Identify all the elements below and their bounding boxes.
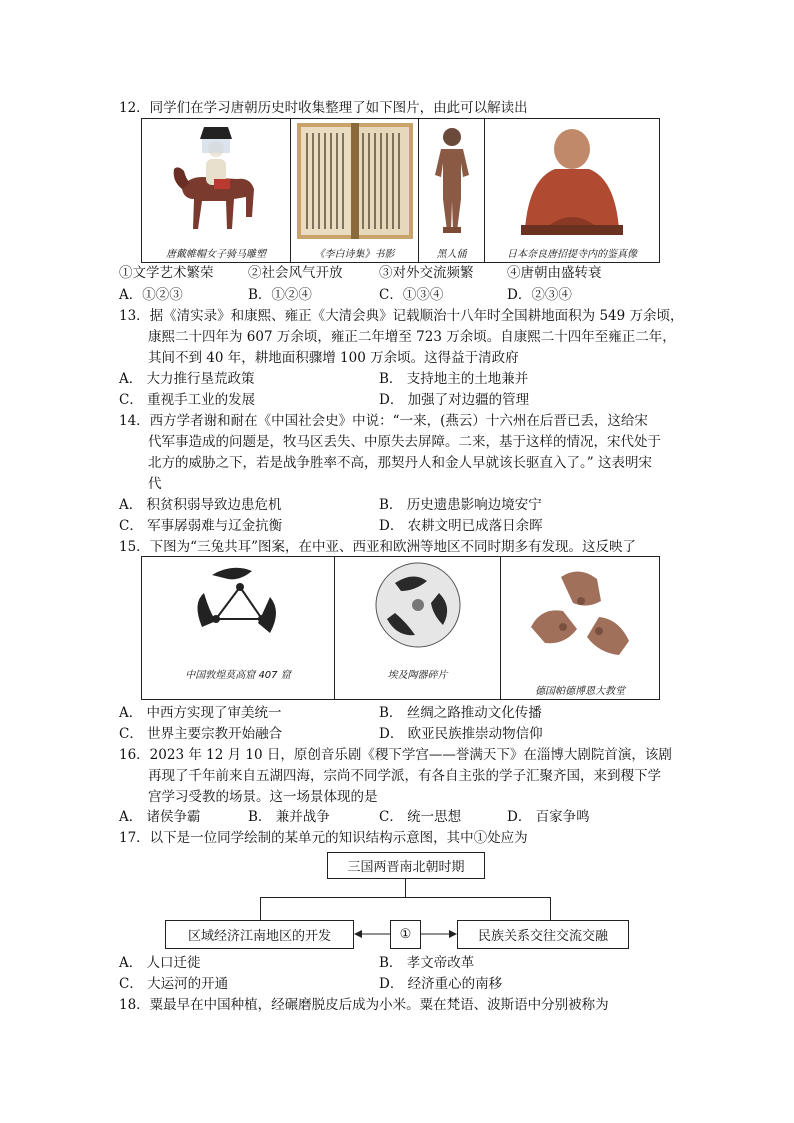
q13-option-c[interactable]: C． 重视手工业的发展 — [119, 392, 256, 408]
q12-caption-1: 唐戴帷帽女子骑马雕塑 — [166, 249, 266, 260]
three-hares-egypt-image — [335, 557, 501, 677]
q15-option-d[interactable]: D． 欧亚民族推崇动物信仰 — [379, 726, 543, 742]
q14-option-a[interactable]: A． 积贫积弱导致边患危机 — [119, 497, 282, 513]
q12-statement-3: ③对外交流频繁 — [379, 265, 474, 281]
q13-line-1: 13．据《清实录》和康熙、雍正《大清会典》记载顺治十八年时全国耕地面积为 549 万余顷， — [119, 308, 684, 324]
q12-caption-3: 黑人俑 — [436, 249, 467, 260]
q12-option-a[interactable]: A．①②③ — [119, 287, 183, 303]
q13-line-3: 其间不到 40 年，耕地面积骤增 100 万余顷。这得益于清政府 — [148, 350, 519, 366]
diagram-connector-left — [260, 897, 261, 920]
three-hares-dunhuang-image — [142, 557, 335, 677]
q12-option-c[interactable]: C．①③④ — [379, 287, 444, 303]
diagram-connector-horizontal — [260, 897, 551, 898]
q12-option-b[interactable]: B．①②④ — [248, 287, 312, 303]
q12-statement-2: ②社会风气开放 — [248, 265, 343, 281]
q15-figure-egypt — [335, 557, 501, 699]
poetry-book-image — [291, 119, 419, 244]
q13-line-2: 康熙二十四年为 607 万余顷，雍正二年增至 723 万余顷。自康熙二十四年至雍正二年， — [148, 329, 676, 345]
diagram-right-box: 民族关系交往交流交融 — [457, 920, 629, 949]
q16-option-c[interactable]: C． 统一思想 — [379, 809, 462, 825]
figurine-image — [419, 119, 485, 244]
three-hares-paderborn-image — [501, 557, 659, 682]
arrow-right-icon — [421, 926, 457, 942]
q14-line-2: 代军事造成的问题是，牧马区丢失、中原失去屏障。二来，基于这样的情况，宋代处于 — [148, 434, 661, 450]
q12-figure-poem-book — [291, 119, 419, 262]
q17-option-d[interactable]: D． 经济重心的南移 — [379, 976, 503, 992]
diagram-connector-right — [550, 897, 551, 920]
q15-caption-1: 中国敦煌莫高窟 407 窟 — [185, 670, 291, 681]
diagram-top-box: 三国两晋南北朝时期 — [327, 852, 485, 879]
q16-option-b[interactable]: B． 兼并战争 — [248, 809, 330, 825]
q12-caption-4: 日本奈良唐招提寺内的鉴真像 — [507, 249, 637, 260]
q15-stem: 15．下图为“三兔共耳”图案，在中亚、西亚和欧洲等地区不同时期多有发现。这反映了 — [119, 539, 636, 555]
q12-statement-4: ④唐朝由盛转衰 — [507, 265, 602, 281]
q12-statement-1: ①文学艺术繁荣 — [119, 265, 214, 281]
q16-option-d[interactable]: D． 百家争鸣 — [507, 809, 590, 825]
q16-line-1: 16．2023 年 12 月 10 日，原创音乐剧《稷下学宫——誉满天下》在淄博大剧院首演，该剧 — [119, 747, 672, 763]
q16-line-2: 再现了千年前来自五湖四海，宗尚不同学派，有各自主张的学子汇聚齐国，来到稷下学 — [148, 768, 661, 784]
q12-caption-2: 《李白诗集》书影 — [314, 249, 395, 260]
q15-option-a[interactable]: A． 中西方实现了审美统一 — [119, 705, 282, 721]
q12-figure-jianzhen-statue — [485, 119, 659, 262]
q15-image-strip — [141, 556, 660, 700]
jianzhen-statue-image — [485, 119, 659, 244]
q17-option-b[interactable]: B． 孝文帝改革 — [379, 955, 475, 971]
q17-option-a[interactable]: A． 人口迁徙 — [119, 955, 201, 971]
diagram-left-box: 区域经济江南地区的开发 — [165, 920, 354, 949]
q17-option-c[interactable]: C． 大运河的开通 — [119, 976, 229, 992]
q13-option-b[interactable]: B． 支持地主的土地兼并 — [379, 371, 529, 387]
q13-option-a[interactable]: A． 大力推行垦荒政策 — [119, 371, 255, 387]
q18-stem: 18．粟最早在中国种植，经碾磨脱皮后成为小米。粟在梵语、波斯语中分别被称为 — [119, 997, 609, 1013]
q17-stem: 17．以下是一位同学绘制的某单元的知识结构示意图，其中①处应为 — [119, 830, 528, 846]
q15-caption-3: 德国帕德博恩大教堂 — [535, 686, 625, 697]
q12-image-strip — [141, 118, 660, 263]
q15-figure-dunhuang — [142, 557, 335, 699]
q14-line-1: 14．西方学者谢和耐在《中国社会史》中说：“一来，(燕云）十六州在后晋已丢，这给宋 — [119, 413, 648, 429]
q12-option-d[interactable]: D．②③④ — [507, 287, 572, 303]
q15-option-c[interactable]: C． 世界主要宗教开始融合 — [119, 726, 283, 742]
arrow-left-icon — [354, 926, 390, 942]
q14-option-d[interactable]: D． 农耕文明已成落日余晖 — [379, 518, 543, 534]
q12-figure-horse-rider — [142, 119, 291, 262]
q15-option-b[interactable]: B． 丝绸之路推动文化传播 — [379, 705, 542, 721]
q13-option-d[interactable]: D． 加强了对边疆的管理 — [379, 392, 530, 408]
q14-option-b[interactable]: B． 历史遗患影响边境安宁 — [379, 497, 542, 513]
q14-line-3: 北方的威胁之下，若是战争胜率不高，那契丹人和金人早就该长驱直入了。” 这表明宋 — [148, 455, 652, 471]
q15-figure-paderborn — [501, 557, 659, 699]
q16-option-a[interactable]: A． 诸侯争霸 — [119, 809, 201, 825]
q16-line-3: 宫学习受教的场景。这一场景体现的是 — [148, 789, 378, 805]
q15-caption-2: 埃及陶器碎片 — [387, 670, 448, 681]
q14-line-4: 代 — [148, 476, 162, 492]
diagram-center-box: ① — [390, 920, 421, 949]
q14-option-c[interactable]: C． 军事孱弱难与辽金抗衡 — [119, 518, 283, 534]
horse-rider-image — [142, 119, 291, 244]
q12-figure-black-figurine — [419, 119, 485, 262]
q12-stem: 12．同学们在学习唐朝历史时收集整理了如下图片，由此可以解读出 — [119, 100, 528, 116]
diagram-connector-vertical — [405, 879, 406, 897]
